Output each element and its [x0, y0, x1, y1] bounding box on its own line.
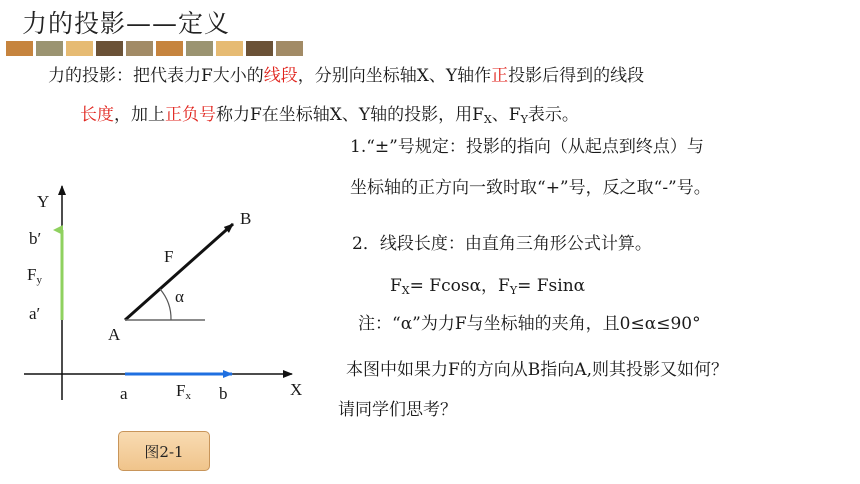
x-b-label: b [219, 384, 228, 403]
angle-label: α [175, 287, 184, 306]
page-title: 力的投影——定义 [22, 9, 231, 38]
definition-text: 称力F在坐标轴X、Y轴的投影，用F [216, 105, 484, 125]
definition-text: 表示。 [527, 105, 579, 125]
fy-label [27, 265, 42, 286]
angle-arc [160, 289, 171, 320]
highlight-length: 长度 [80, 105, 114, 125]
rule-1-line-2: 坐标轴的正方向一致时取“+”号，反之取“-”号。 [350, 178, 711, 198]
rule-1-line-1: 1.“±”号规定：投影的指向（从起点到终点）与 [350, 137, 704, 157]
rule-2: 2．线段长度：由直角三角形公式计算。 [352, 234, 652, 254]
definition-text: 投影后得到的线段 [508, 66, 645, 86]
definition-text: 力的投影：把代表力F大小的 [48, 66, 264, 86]
a-prime-label: a′ [29, 304, 41, 323]
highlight-sign: 正负号 [165, 105, 216, 125]
subscript-x: X [401, 284, 410, 297]
fy-main: F [27, 265, 37, 284]
x-a-label: a [120, 384, 128, 403]
fx-main: F [176, 381, 186, 400]
subscript-y: Y [509, 284, 518, 297]
x-axis-label: X [290, 380, 303, 399]
formula-text: F [390, 276, 402, 296]
y-axis-label: Y [37, 192, 50, 211]
point-b-label: B [240, 209, 252, 228]
b-prime-label: b′ [29, 229, 42, 248]
question-line-1: 本图中如果力F的方向从B指向A,则其投影又如何？ [346, 360, 728, 380]
formula-text: = Fcosα，F [409, 276, 510, 296]
definition-text: ，分别向坐标轴X、Y轴作 [297, 66, 492, 86]
definition-text: ，加上 [114, 105, 165, 125]
subscript-x: X [483, 113, 492, 126]
fx-label [176, 381, 191, 402]
highlight-segment: 线段 [263, 66, 298, 86]
note: 注：“α”为力F与坐标轴的夹角，且0≤α≤90° [358, 314, 701, 334]
point-a-label: A [108, 325, 121, 344]
figure-caption: 图2-1 [118, 431, 210, 471]
highlight-positive: 正 [491, 66, 509, 86]
subscript-y: Y [520, 113, 528, 126]
fx-subscript: x [185, 390, 191, 402]
formula-text: = Fsinα [517, 276, 586, 296]
force-label: F [164, 247, 174, 266]
question-line-2: 请同学们思考？ [338, 400, 457, 420]
definition-text: 、F [491, 105, 521, 125]
fy-subscript: y [36, 274, 42, 286]
